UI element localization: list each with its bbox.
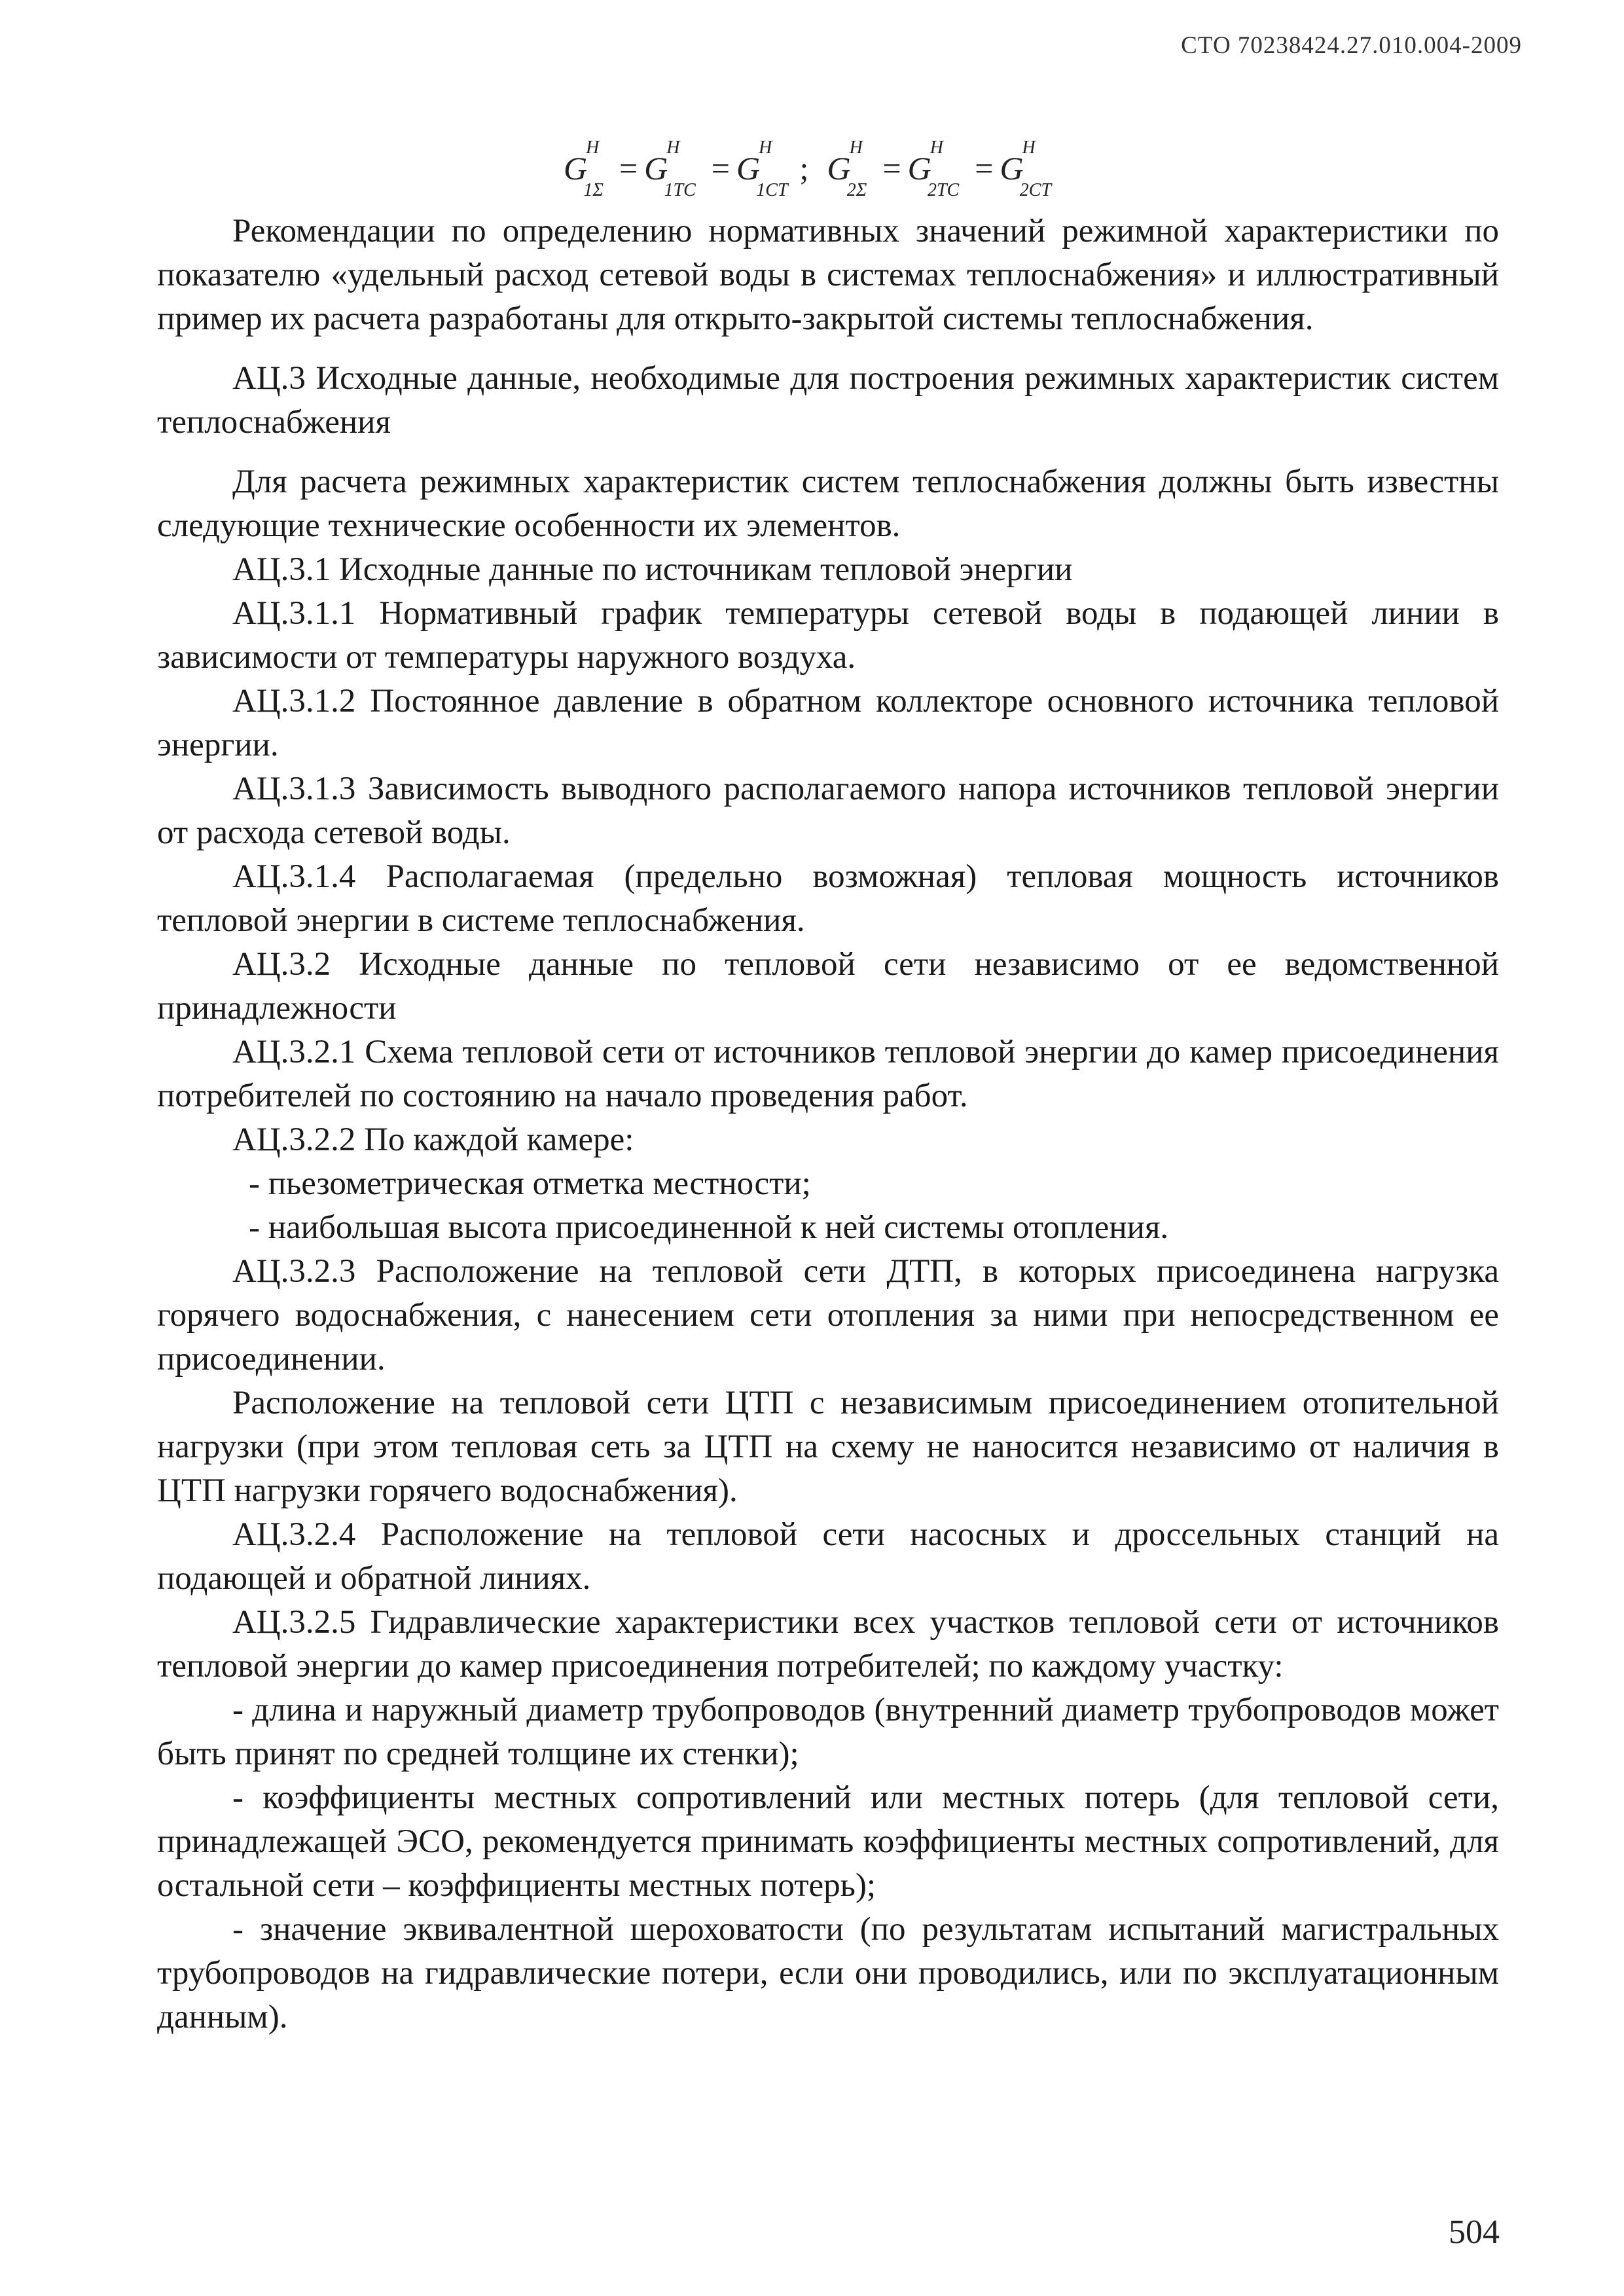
page-number: 504 [1449,2214,1500,2251]
paragraph: АЦ.3.1.2 Постоянное давление в обратном коллекторе основного источника тепловой энергии. [157,683,1499,763]
body-text [157,210,1499,2039]
paragraph: АЦ.3.1.3 Зависимость выводного располагаемого напора источников тепловой энергии от расхода сетевой воды. [157,771,1499,851]
formula-term-2: $G^H_{1ТС}$ [644,137,696,200]
formula-term-3: $G^H_{1СТ}$ [736,137,788,200]
list-item: - пьезометрическая отметка местности; [249,1165,811,1202]
paragraph: АЦ.3.2.4 Расположение на тепловой сети насосных и дроссельных станций на подающей и обратной линиях. [157,1516,1499,1597]
formula-term-4: $G^H_{2\Sigma}$ [827,137,867,200]
list-item: - коэффициенты местных сопротивлений или местных потерь (для тепловой сети, принадлежащей ЭСО, рекомендуется принимать коэффициенты местных сопротивлений, для остальной сети – коэффициенты местных потерь); [157,1779,1499,1904]
list-item: - значение эквивалентной шероховатости (по результатам испытаний магистральных трубопроводов на гидравлические потери, если они проводились, или по эксплуатационным данным). [157,1911,1499,2035]
list-item: - длина и наружный диаметр трубопроводов (внутренний диаметр трубопроводов может быть принят по средней толщине их стенки); [157,1692,1499,1772]
paragraph: АЦ.3.2.5 Гидравлические характеристики всех участков тепловой сети от источников тепловой энергии до камер присоединения потребителей; по каждому участку: [157,1604,1499,1685]
formula-term-5: $G^H_{2ТС}$ [907,137,960,200]
paragraph: АЦ.3.2.1 Схема тепловой сети от источников тепловой энергии до камер присоединения потребителей по состоянию на начало проведения работ. [157,1034,1499,1114]
paragraph-intro: Рекомендации по определению нормативных значений режимной характеристики по показателю «удельный расход сетевой воды в системах теплоснабжения» и иллюстративный пример их расчета разработаны для открыто-закрытой системы теплоснабжения. [157,213,1499,337]
formula-term-6: $G^H_{2СТ}$ [1000,137,1052,200]
paragraph: АЦ.3.2.3 Расположение на тепловой сети ДТП, в которых присоединена нагрузка горячего водоснабжения, с нанесением сети отопления за ними при непосредственном ее присоединении. [157,1253,1499,1377]
paragraph: АЦ.3.1.1 Нормативный график температуры сетевой воды в подающей линии в зависимости от температуры наружного воздуха. [157,595,1499,676]
paragraph: Расположение на тепловой сети ЦТП с независимым присоединением отопительной нагрузки (при этом тепловая сеть за ЦТП на схему не наносится независимо от наличия в ЦТП нагрузки горячего водоснабжения). [157,1385,1499,1509]
list-item: - наибольшая высота присоединенной к ней системы отопления. [249,1209,1169,1246]
paragraph: АЦ.3.2.2 По каждой камере: [232,1121,634,1158]
paragraph: Для расчета режимных характеристик систем теплоснабжения должны быть известны следующие технические особенности их элементов. [157,464,1499,544]
section-heading-ac3: АЦ.3 Исходные данные, необходимые для построения режимных характеристик систем теплоснабжения [157,360,1499,441]
paragraph: АЦ.3.1.4 Располагаемая (предельно возможная) тепловая мощность источников тепловой энергии в системе теплоснабжения. [157,858,1499,939]
formula-term-1: $G^H_{1\Sigma}$ [563,137,604,200]
document-code: СТО 70238424.27.010.004-2009 [1181,32,1522,59]
formula-line: $G^H_{1\Sigma}= G^H_{1ТС}= G^H_{1СТ}$; $G^H_{2\Sigma}= G^H_{2ТС}= G^H_{2СТ}$ [0,149,1624,192]
subsection-heading-ac32: АЦ.3.2 Исходные данные по тепловой сети независимо от ее ведомственной принадлежности [157,946,1499,1027]
subsection-heading-ac31: АЦ.3.1 Исходные данные по источникам тепловой энергии [232,551,1073,588]
